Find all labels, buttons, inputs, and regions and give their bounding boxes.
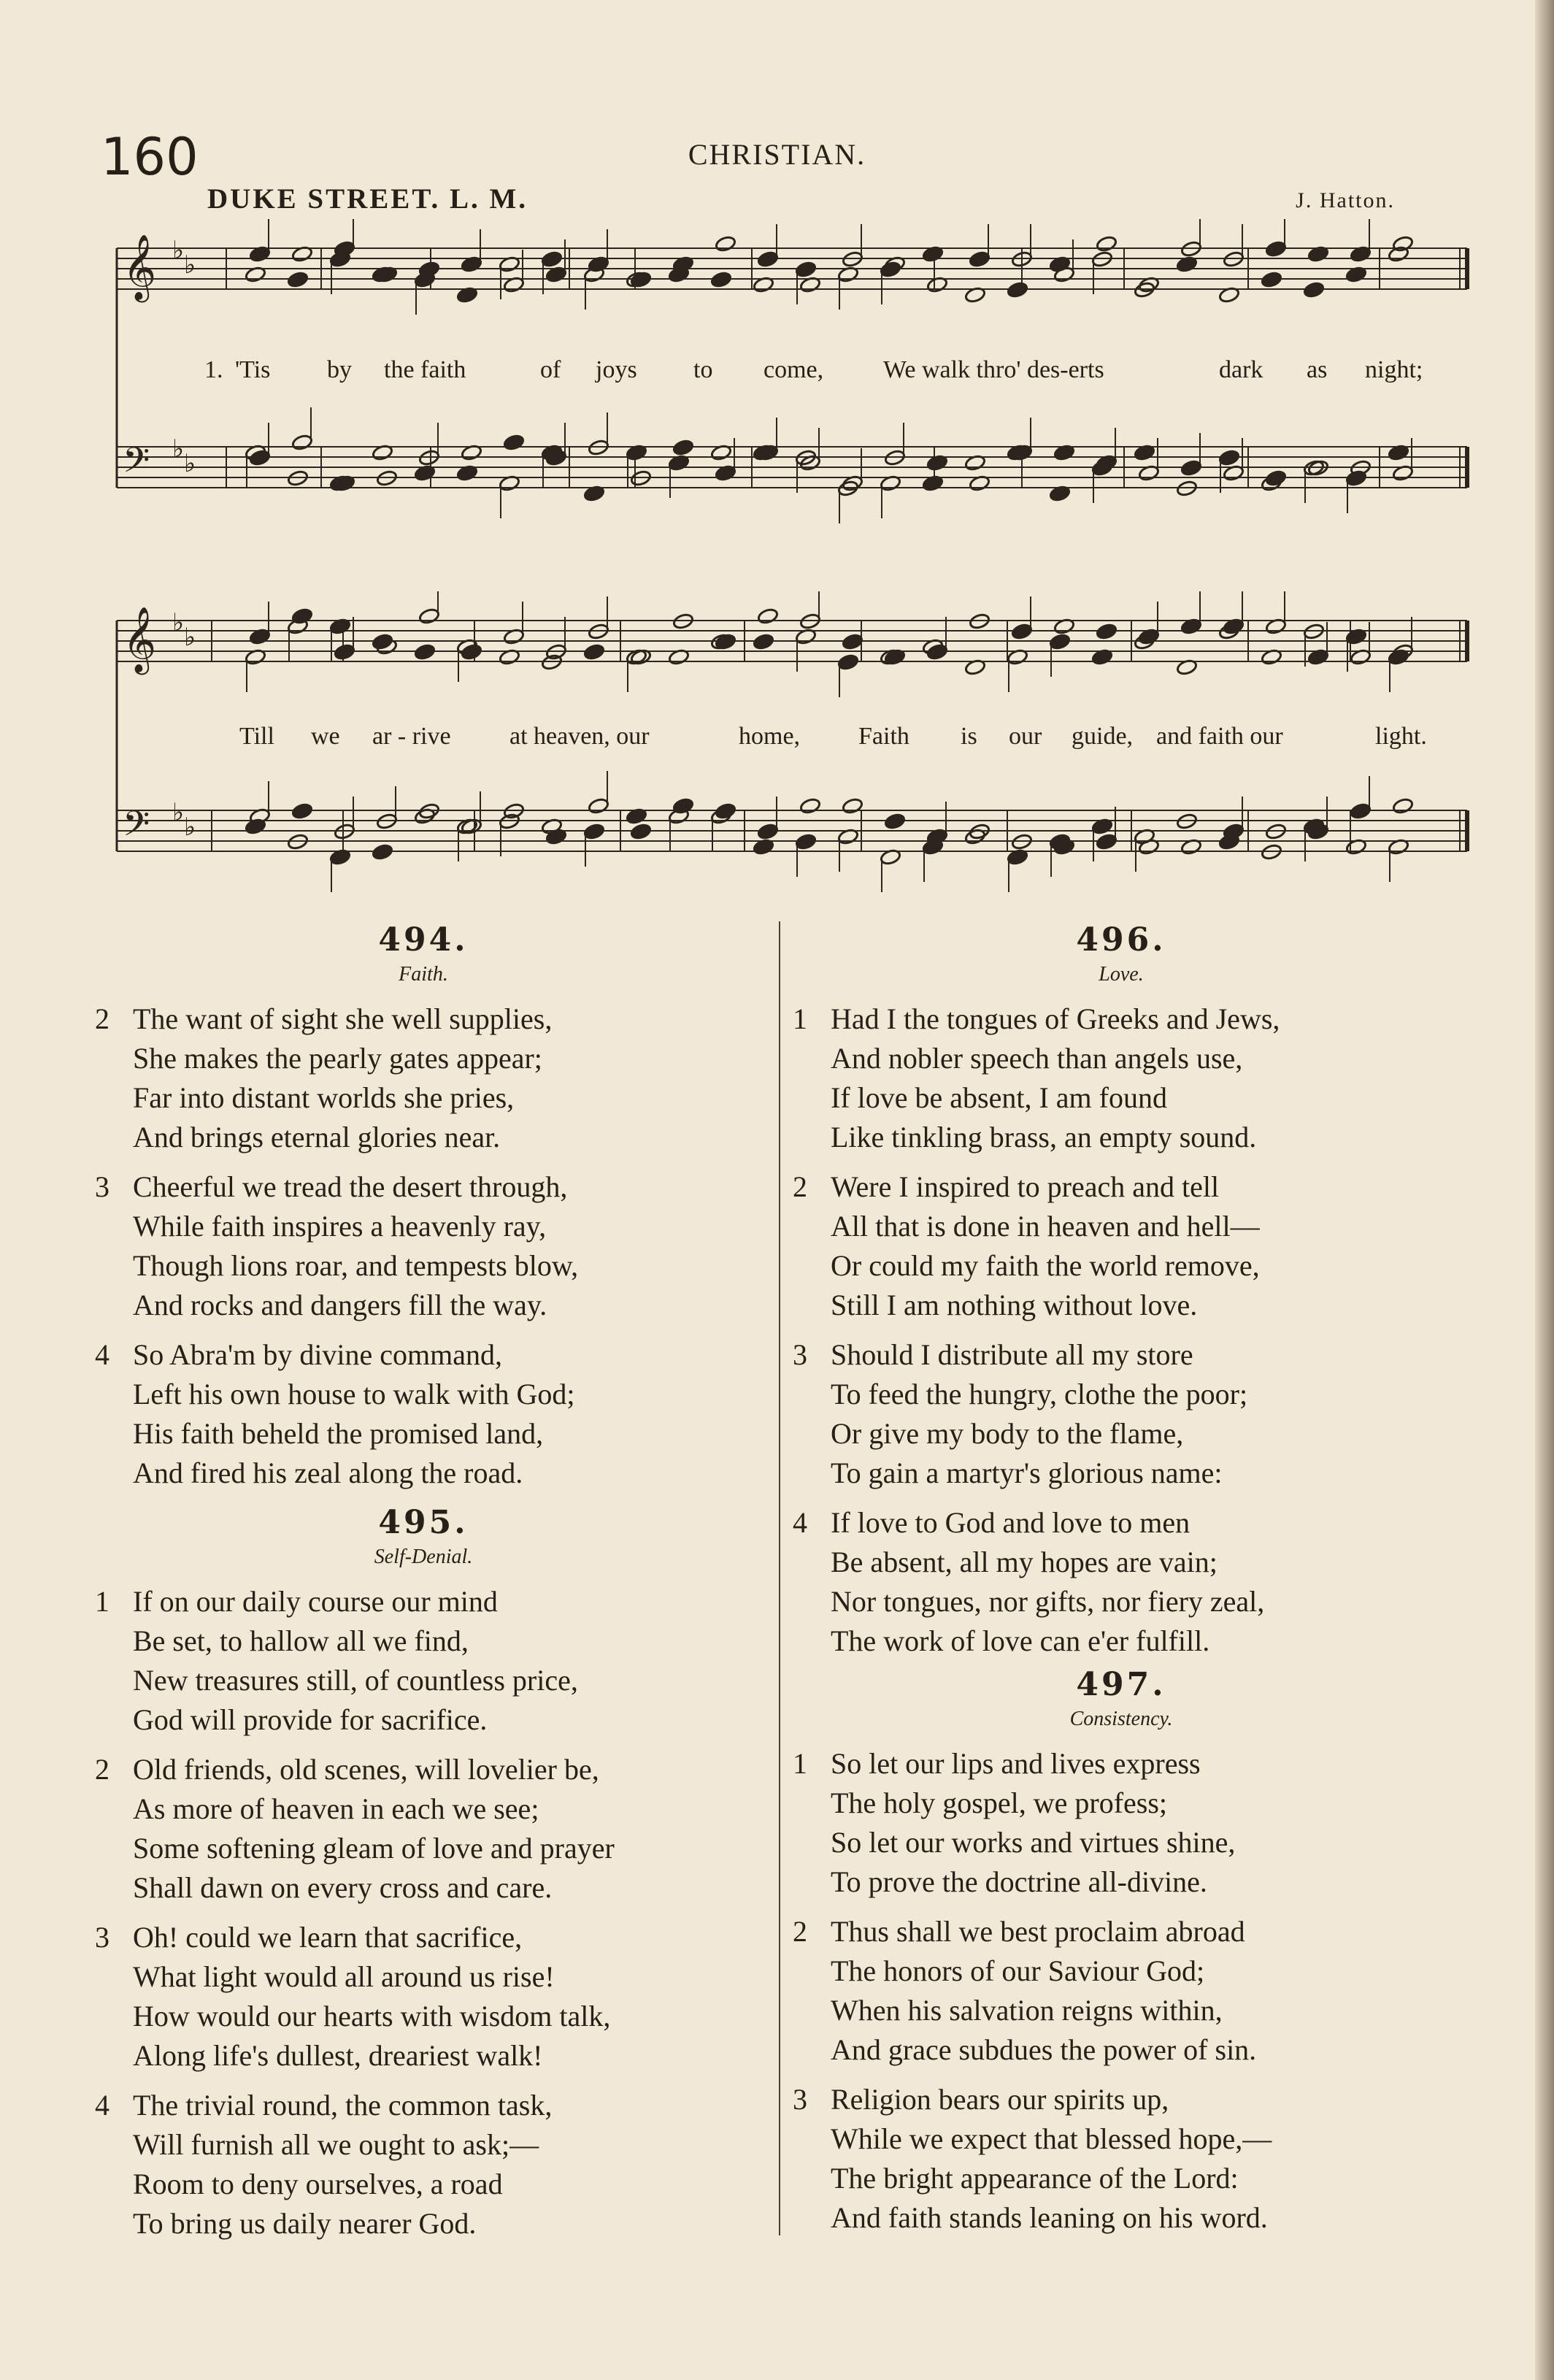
note-head <box>418 607 440 625</box>
lyric-word: night; <box>1365 356 1423 383</box>
note-head <box>334 240 355 258</box>
note-head <box>1007 281 1028 299</box>
verse-line: To feed the hungry, clothe the poor; <box>831 1378 1248 1410</box>
verse-line: The trivial round, the common task, <box>133 2089 553 2122</box>
lyric-word: our <box>1009 723 1042 750</box>
note-head <box>291 607 313 625</box>
page-spine-shadow <box>1535 0 1554 2380</box>
verse-line: Old friends, old scenes, will lovelier be, <box>133 1753 599 1786</box>
lyric-word: come, <box>763 356 824 383</box>
verse-line: As more of heaven in each we see; <box>133 1792 539 1825</box>
lyric-word: and faith our <box>1156 723 1283 750</box>
verse-line: If on our daily course our mind <box>133 1585 498 1618</box>
hymn-496 <box>793 921 1450 1671</box>
hymn-subject: Consistency. <box>1069 1708 1173 1730</box>
verse-line: Religion bears our spirits up, <box>831 2083 1169 2116</box>
lyric-word: at heaven, our <box>509 723 650 750</box>
verse-line: If love be absent, I am found <box>831 1081 1167 1114</box>
lyric-word: Till <box>239 723 274 750</box>
verse-line: Along life's dullest, dreariest walk! <box>133 2039 543 2072</box>
note-head <box>842 633 863 650</box>
note-head <box>795 261 817 278</box>
note-head <box>418 261 440 278</box>
lyric-word: light. <box>1375 723 1427 750</box>
verse-line: To gain a martyr's glorious name: <box>831 1456 1223 1489</box>
lyric-word: home, <box>739 723 801 750</box>
lyric-word: as <box>1307 356 1328 383</box>
verse-number: 2 <box>95 1002 109 1035</box>
verse-number: 1 <box>793 1747 807 1780</box>
music-system-1 <box>109 219 1474 540</box>
verse-line: So Abra'm by divine command, <box>133 1338 503 1371</box>
lyric-word: 1. <box>204 356 223 383</box>
note-head <box>287 271 309 288</box>
verse-line: His faith beheld the promised land, <box>133 1417 544 1450</box>
lyric-word: We walk thro' des-erts <box>883 356 1104 383</box>
verse-line: The bright appearance of the Lord: <box>831 2162 1239 2195</box>
hymn-subject: Self-Denial. <box>374 1546 473 1568</box>
verse-line: If love to God and love to men <box>831 1506 1190 1539</box>
hymn-number: 496. <box>1076 921 1166 959</box>
verse <box>793 999 1450 1157</box>
note-head <box>1265 240 1287 258</box>
verse-number: 3 <box>793 1338 807 1371</box>
verse-line: Had I the tongues of Greeks and Jews, <box>831 1002 1280 1035</box>
note-head <box>1303 281 1325 299</box>
verse-line: What light would all around us rise! <box>133 1960 555 1993</box>
verse-line: Room to deny ourselves, a road <box>133 2168 503 2200</box>
verse-number: 2 <box>793 1170 807 1203</box>
lyric-word: to <box>693 356 713 383</box>
verse-line: So let our lips and lives express <box>831 1747 1201 1780</box>
verse-line: When his salvation reigns within, <box>831 1994 1223 2027</box>
bass-clef-icon: 𝄢 <box>123 439 150 489</box>
verse-number: 1 <box>793 1002 807 1035</box>
verse-number: 4 <box>95 2089 109 2122</box>
verse-line: Or could my faith the world remove, <box>831 1249 1260 1282</box>
verse-line: Like tinkling brass, an empty sound. <box>831 1121 1257 1153</box>
verse-line: New treasures still, of countless price, <box>133 1664 578 1697</box>
hymn-number: 495. <box>378 1504 469 1541</box>
note-head <box>1261 271 1282 288</box>
verse <box>793 1167 1450 1325</box>
verse-line: Oh! could we learn that sacrifice, <box>133 1921 523 1954</box>
verse-line: To bring us daily nearer God. <box>133 2207 477 2240</box>
composer: J. Hatton. <box>1296 188 1395 212</box>
verse-number: 3 <box>95 1921 109 1954</box>
verse-line: How would our hearts with wisdom talk, <box>133 2000 611 2032</box>
verse-number: 1 <box>95 1585 109 1618</box>
hymn-subject: Faith. <box>399 963 448 986</box>
lyric-word: by <box>327 356 352 383</box>
note-head <box>583 643 605 661</box>
bass-clef-icon: 𝄢 <box>123 803 150 853</box>
verse-line: Be set, to hallow all we find, <box>133 1624 469 1657</box>
treble-clef-icon: 𝄞 <box>123 607 157 672</box>
verse-line: The want of sight she well supplies, <box>133 1002 553 1035</box>
verse-line: Were I inspired to preach and tell <box>831 1170 1220 1203</box>
verse-number: 2 <box>793 1915 807 1948</box>
flat-sign-icon: ♭ <box>172 236 185 265</box>
verse <box>793 1744 1450 1902</box>
verse <box>95 1582 752 1740</box>
verse <box>793 1503 1450 1661</box>
verse-number: 4 <box>793 1506 807 1539</box>
lyric-word: guide, <box>1072 723 1134 750</box>
running-head: CHRISTIAN. <box>688 138 866 171</box>
verse-line: Some softening gleam of love and prayer <box>133 1832 615 1865</box>
verse-line: Be absent, all my hopes are vain; <box>831 1546 1218 1578</box>
hymn-number: 494. <box>378 921 469 959</box>
verse-line: Far into distant worlds she pries, <box>133 1081 515 1114</box>
note-head <box>461 643 482 661</box>
hymn-subject: Love. <box>1099 963 1144 986</box>
page-number: 160 <box>101 127 199 187</box>
note-head <box>969 250 991 268</box>
note-head <box>541 250 563 268</box>
flat-sign-icon: ♭ <box>184 449 196 478</box>
flat-sign-icon: ♭ <box>172 434 185 464</box>
lyric-word: of <box>540 356 561 383</box>
verse-line: The work of love can e'er fulfill. <box>831 1624 1210 1657</box>
verse <box>95 2086 752 2243</box>
note-head <box>1392 235 1414 253</box>
verse-line: The holy gospel, we profess; <box>831 1786 1168 1819</box>
verse-line: And nobler speech than angels use, <box>831 1042 1243 1075</box>
flat-sign-icon: ♭ <box>184 250 196 280</box>
verse-line: And faith stands leaning on his word. <box>831 2201 1268 2234</box>
verse-number: 2 <box>95 1753 109 1786</box>
verse-line: While we expect that blessed hope,— <box>831 2122 1272 2155</box>
verse-line: Cheerful we tread the desert through, <box>133 1170 568 1203</box>
verse-line: And fired his zeal along the road. <box>133 1456 523 1489</box>
note-head <box>757 250 779 268</box>
note-head <box>1096 235 1118 253</box>
hymn-494 <box>95 921 752 1503</box>
verse <box>793 1335 1450 1493</box>
verse <box>95 1335 752 1493</box>
tune-name: DUKE STREET. <box>207 183 441 215</box>
note-head <box>753 633 774 650</box>
verse-line: Will furnish all we ought to ask;— <box>133 2128 539 2161</box>
note-head <box>1011 623 1033 640</box>
hymn-495 <box>95 1504 752 2254</box>
note-head <box>837 653 859 671</box>
lyric-word: dark <box>1219 356 1263 383</box>
verse <box>95 1918 752 2076</box>
verse-line: Though lions roar, and tempests blow, <box>133 1249 579 1282</box>
verse-number: 3 <box>95 1170 109 1203</box>
verse-line: The honors of our Saviour God; <box>831 1954 1205 1987</box>
verse-number: 4 <box>95 1338 109 1371</box>
lyric-word: is <box>961 723 977 750</box>
verse-line: Shall dawn on every cross and care. <box>133 1871 553 1904</box>
verse-line: And grace subdues the power of sin. <box>831 2033 1257 2066</box>
treble-clef-icon: 𝄞 <box>123 234 157 300</box>
verse-line: While faith inspires a heavenly ray, <box>133 1210 547 1243</box>
verse <box>95 1167 752 1325</box>
hymn-number: 497. <box>1076 1666 1166 1703</box>
hymn-497 <box>793 1666 1450 2248</box>
tune-meter: L. M. <box>449 183 528 215</box>
note-head <box>1049 633 1071 650</box>
verse-line: Or give my body to the flame, <box>831 1417 1184 1450</box>
lyric-word: Faith <box>858 723 909 750</box>
verse-line: And rocks and dangers fill the way. <box>133 1289 547 1321</box>
lyric-word: we <box>311 723 340 750</box>
flat-sign-icon: ♭ <box>172 798 185 827</box>
lyric-word: ar - rive <box>372 723 451 750</box>
flat-sign-icon: ♭ <box>184 813 196 842</box>
note-head <box>757 607 779 625</box>
verse-line: So let our works and virtues shine, <box>831 1826 1236 1859</box>
note-head <box>710 271 732 288</box>
lyric-word: joys <box>596 356 637 383</box>
note-head <box>414 643 436 661</box>
verse-line: Left his own house to walk with God; <box>133 1378 575 1410</box>
verse <box>793 1912 1450 2070</box>
verse-line: God will provide for sacrifice. <box>133 1703 488 1736</box>
verse <box>95 1750 752 1908</box>
verse <box>793 2080 1450 2238</box>
note-head <box>1096 623 1118 640</box>
lyric-word: the faith <box>384 356 466 383</box>
verse-line: And brings eternal glories near. <box>133 1121 501 1153</box>
flat-sign-icon: ♭ <box>172 608 185 637</box>
verse-line: Should I distribute all my store <box>831 1338 1193 1371</box>
flat-sign-icon: ♭ <box>184 623 196 652</box>
verse-line: She makes the pearly gates appear; <box>133 1042 542 1075</box>
tune-title <box>207 183 528 215</box>
lyric-word: 'Tis <box>235 356 271 383</box>
verse-number: 3 <box>793 2083 807 2116</box>
column-divider <box>779 921 780 2235</box>
verse-line: Thus shall we best proclaim abroad <box>831 1915 1245 1948</box>
verse-line: Still I am nothing without love. <box>831 1289 1198 1321</box>
verse-line: All that is done in heaven and hell— <box>831 1210 1260 1243</box>
music-system-2 <box>109 591 1474 898</box>
note-head <box>334 643 355 661</box>
note-head <box>715 235 736 253</box>
note-head <box>926 643 948 661</box>
verse-line: To prove the doctrine all-divine. <box>831 1865 1207 1898</box>
verse-line: Nor tongues, nor gifts, nor fiery zeal, <box>831 1585 1265 1618</box>
verse <box>95 999 752 1157</box>
